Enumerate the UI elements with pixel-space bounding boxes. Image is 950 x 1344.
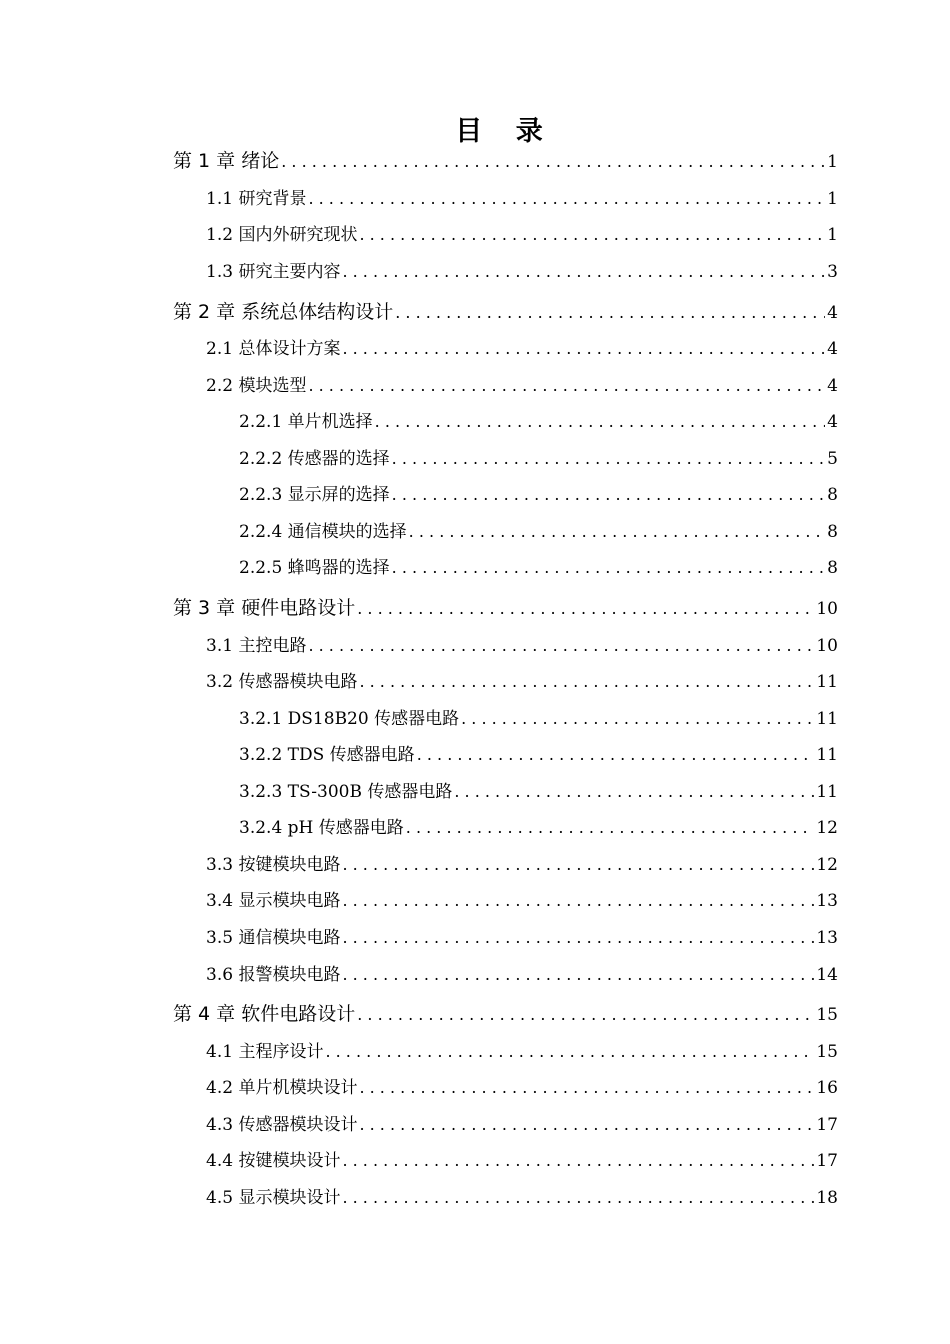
dot-leader <box>340 1186 814 1210</box>
toc-page-number: 17 <box>816 1115 838 1135</box>
toc-section-entry[interactable] <box>206 223 838 247</box>
toc-page-number: 3 <box>827 262 838 282</box>
toc-section-entry[interactable] <box>206 853 838 877</box>
dot-leader <box>357 1113 814 1137</box>
toc-page-number: 10 <box>816 636 838 656</box>
toc-entry-title: 2.2 模块选型 <box>206 376 307 396</box>
toc-section-entry[interactable] <box>206 1076 838 1100</box>
toc-section-entry[interactable] <box>206 1040 838 1064</box>
dot-leader <box>340 260 825 284</box>
toc-section-entry[interactable] <box>206 889 838 913</box>
toc-entry-title: 3.2.1 DS18B20 传感器电路 <box>239 709 460 729</box>
toc-section-entry[interactable] <box>206 670 838 694</box>
dot-leader <box>459 707 814 731</box>
dot-leader <box>393 300 825 326</box>
dot-leader <box>407 520 826 544</box>
toc-page-number: 4 <box>827 339 838 359</box>
toc-entry-title: 第 2 章 系统总体结构设计 <box>173 301 394 323</box>
toc-entry-title: 3.2 传感器模块电路 <box>206 672 358 692</box>
dot-leader <box>357 1076 814 1100</box>
toc-page-number: 12 <box>816 855 838 875</box>
toc-entry-title: 第 3 章 硬件电路设计 <box>173 597 356 619</box>
toc-page-number: 11 <box>816 782 838 802</box>
toc-section-entry[interactable] <box>239 780 838 804</box>
dot-leader <box>306 634 814 658</box>
toc-section-entry[interactable] <box>239 556 838 580</box>
toc-chapter-entry[interactable] <box>173 1001 838 1027</box>
toc-entry-title: 第 4 章 软件电路设计 <box>173 1003 356 1025</box>
dot-leader <box>279 149 825 175</box>
toc-page-number: 10 <box>816 599 838 619</box>
toc-section-entry[interactable] <box>206 260 838 284</box>
toc-entry-title: 2.2.3 显示屏的选择 <box>239 485 390 505</box>
dot-leader <box>306 374 825 398</box>
dot-leader <box>390 483 826 507</box>
toc-section-entry[interactable] <box>206 926 838 950</box>
toc-page-number: 4 <box>827 412 838 432</box>
toc-section-entry[interactable] <box>239 520 838 544</box>
toc-entry-title: 2.2.5 蜂鸣器的选择 <box>239 558 390 578</box>
toc-section-entry[interactable] <box>206 187 838 211</box>
toc-section-entry[interactable] <box>239 447 838 471</box>
toc-entry-title: 3.1 主控电路 <box>206 636 307 656</box>
toc-page-number: 11 <box>816 709 838 729</box>
toc-entry-title: 3.4 显示模块电路 <box>206 891 341 911</box>
dot-leader <box>355 1002 814 1028</box>
toc-chapter-entry[interactable] <box>173 148 838 174</box>
dot-leader <box>306 187 825 211</box>
toc-page-number: 4 <box>827 376 838 396</box>
toc-entry-title: 4.2 单片机模块设计 <box>206 1078 358 1098</box>
toc-entry-title: 2.2.1 单片机选择 <box>239 412 373 432</box>
toc-page-number: 8 <box>827 485 838 505</box>
toc-section-entry[interactable] <box>239 410 838 434</box>
toc-page-number: 13 <box>816 928 838 948</box>
toc-page-number: 15 <box>816 1005 838 1025</box>
toc-section-entry[interactable] <box>239 707 838 731</box>
dot-leader <box>390 447 826 471</box>
toc-page-number: 5 <box>827 449 838 469</box>
toc-section-entry[interactable] <box>206 337 838 361</box>
toc-entry-title: 3.5 通信模块电路 <box>206 928 341 948</box>
toc-entry-title: 1.1 研究背景 <box>206 189 307 209</box>
toc-entry-title: 3.2.2 TDS 传感器电路 <box>239 745 415 765</box>
toc-page-number: 1 <box>827 152 838 172</box>
toc-page-number: 18 <box>816 1188 838 1208</box>
toc-section-entry[interactable] <box>206 634 838 658</box>
toc-entry-title: 3.6 报警模块电路 <box>206 965 341 985</box>
toc-page-number: 13 <box>816 891 838 911</box>
toc-page-number: 12 <box>816 818 838 838</box>
toc-entry-title: 3.2.3 TS-300B 传感器电路 <box>239 782 453 802</box>
toc-section-entry[interactable] <box>206 1186 838 1210</box>
toc-page-number: 1 <box>827 225 838 245</box>
toc-section-entry[interactable] <box>239 816 838 840</box>
toc-page-number: 1 <box>827 189 838 209</box>
toc-entry-title: 4.4 按键模块设计 <box>206 1151 341 1171</box>
toc-page-number: 15 <box>816 1042 838 1062</box>
toc-entry-title: 2.2.2 传感器的选择 <box>239 449 390 469</box>
dot-leader <box>355 596 814 622</box>
dot-leader <box>340 853 814 877</box>
dot-leader <box>415 743 815 767</box>
toc-entry-title: 2.1 总体设计方案 <box>206 339 341 359</box>
toc-entry-title: 1.2 国内外研究现状 <box>206 225 358 245</box>
toc-section-entry[interactable] <box>206 1113 838 1137</box>
dot-leader <box>340 1149 814 1173</box>
dot-leader <box>340 926 814 950</box>
toc-page-number: 8 <box>827 522 838 542</box>
dot-leader <box>340 963 814 987</box>
dot-leader <box>323 1040 814 1064</box>
toc-entry-title: 1.3 研究主要内容 <box>206 262 341 282</box>
toc-entry-title: 4.1 主程序设计 <box>206 1042 324 1062</box>
page-title: 目 录 <box>455 116 555 147</box>
dot-leader <box>452 780 814 804</box>
toc-entry-title: 2.2.4 通信模块的选择 <box>239 522 407 542</box>
toc-page-number: 16 <box>816 1078 838 1098</box>
dot-leader <box>390 556 826 580</box>
toc-entry-title: 4.3 传感器模块设计 <box>206 1115 358 1135</box>
toc-section-entry[interactable] <box>239 743 838 767</box>
toc-section-entry[interactable] <box>206 963 838 987</box>
toc-chapter-entry[interactable] <box>173 595 838 621</box>
toc-section-entry[interactable] <box>239 483 838 507</box>
toc-chapter-entry[interactable] <box>173 299 838 325</box>
dot-leader <box>373 410 826 434</box>
dot-leader <box>340 337 825 361</box>
toc-page-number: 14 <box>816 965 838 985</box>
toc-page-number: 17 <box>816 1151 838 1171</box>
toc-page-number: 11 <box>816 745 838 765</box>
dot-leader <box>357 223 825 247</box>
toc-entry-title: 3.3 按键模块电路 <box>206 855 341 875</box>
toc-section-entry[interactable] <box>206 374 838 398</box>
dot-leader <box>340 889 814 913</box>
toc-entry-title: 第 1 章 绪论 <box>173 150 280 172</box>
dot-leader <box>404 816 815 840</box>
toc-page-number: 11 <box>816 672 838 692</box>
toc-section-entry[interactable] <box>206 1149 838 1173</box>
toc-entry-title: 3.2.4 pH 传感器电路 <box>239 818 404 838</box>
dot-leader <box>357 670 814 694</box>
toc-page-number: 8 <box>827 558 838 578</box>
toc-page-number: 4 <box>827 303 838 323</box>
toc-entry-title: 4.5 显示模块设计 <box>206 1188 341 1208</box>
